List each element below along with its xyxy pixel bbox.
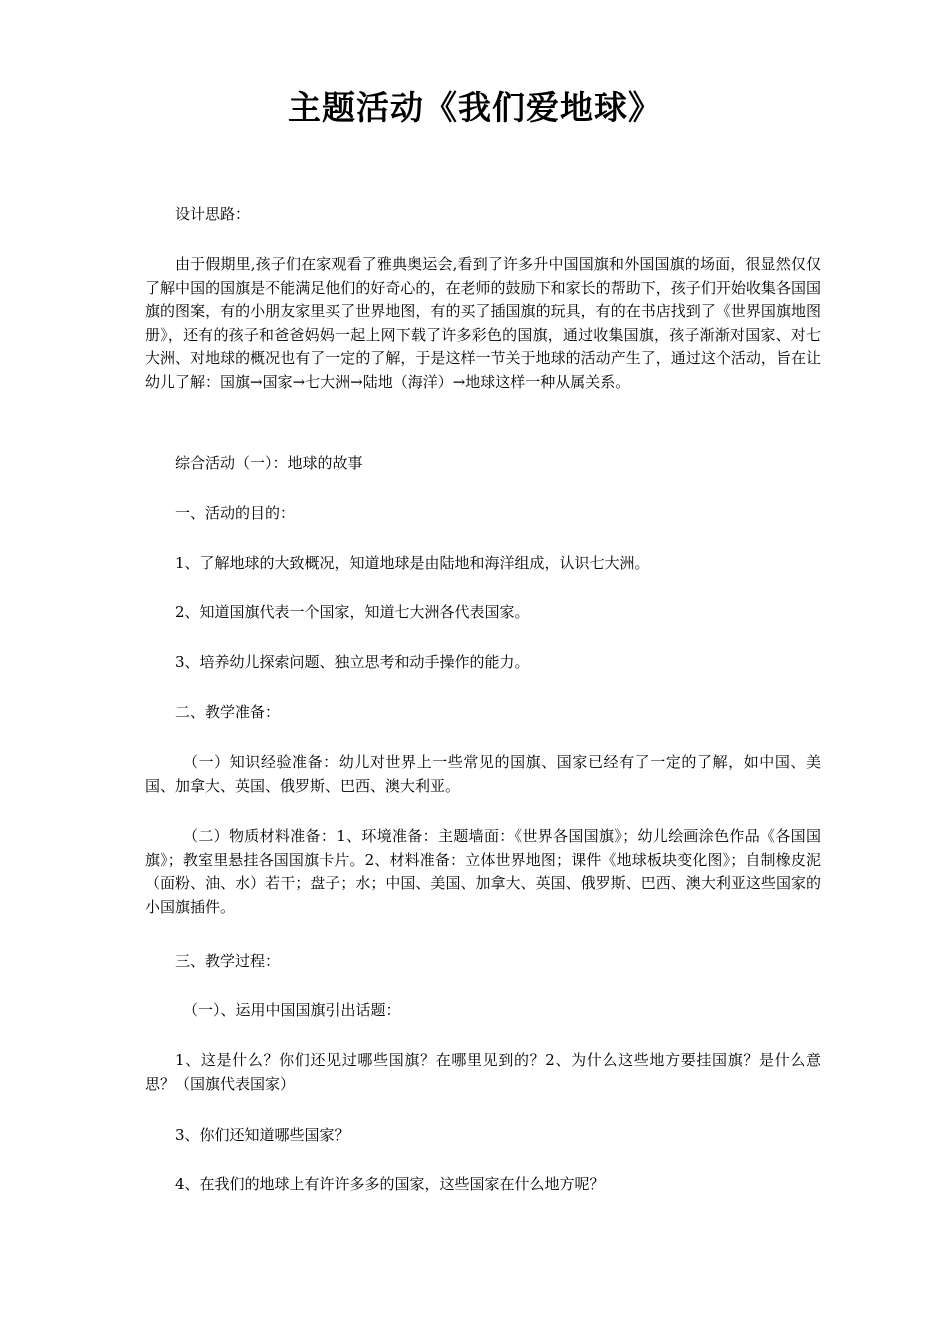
paragraph-design-idea-heading: 设计思路： [175, 205, 251, 223]
paragraph-goal-1: 1、了解地球的大致概况，知道地球是由陆地和海洋组成，认识七大洲。 [175, 554, 650, 572]
paragraph-knowledge-prep: （一）知识经验准备：幼儿对世界上一些常见的国旗、国家已经有了一定的了解，如中国、美国、加拿大、英国、俄罗斯、巴西、澳大利亚。 [145, 753, 821, 795]
paragraph-activity-title: 综合活动（一）：地球的故事 [175, 454, 363, 472]
paragraph-material-prep: （二）物质材料准备：1、环境准备：主题墙面：《世界各国国旗》；幼儿绘画涂色作品《各国国旗》；教室里悬挂各国国旗卡片。2、材料准备：立体世界地图；课件《地球板块变化图》；自制橡皮泥（面粉、油、水）若干；盘子；水；中国、美国、加拿大、英国、俄罗斯、巴西、澳大利亚这些国家的小国旗插件。 [145, 827, 821, 916]
paragraph-goal-3: 3、培养幼儿探索问题、独立思考和动手操作的能力。 [175, 653, 530, 671]
paragraph-section-three-heading: 三、教学过程： [175, 952, 281, 970]
paragraph-design-idea-body: 由于假期里,孩子们在家观看了雅典奥运会,看到了许多升中国国旗和外国国旗的场面，很显然仅仅了解中国的国旗是不能满足他们的好奇心的，在老师的鼓励下和家长的帮助下，孩子们开始收集各国国旗的图案，有的小朋友家里买了世界地图，有的买了插国旗的玩具，有的在书店找到了《世界国旗地图册》，还有的孩子和爸爸妈妈一起上网下载了许多彩色的国旗，通过收集国旗，孩子渐渐对国家、对七大洲、对地球的概况也有了一定的了解，于是这样一节关于地球的活动产生了，通过这个活动，旨在让幼儿了解：国旗→国家→七大洲→陆地（海洋）→地球这样一种从属关系。 [145, 255, 821, 391]
paragraph-goal-2: 2、知道国旗代表一个国家，知道七大洲各代表国家。 [175, 603, 530, 621]
paragraph-section-two-heading: 二、教学准备： [175, 703, 281, 721]
paragraph-question-3: 3、你们还知道哪些国家？ [175, 1126, 350, 1144]
document-title: 主题活动《我们爱地球》 [288, 88, 662, 127]
paragraph-question-1-2: 1、这是什么？你们还见过哪些国旗？在哪里见到的？2、为什么这些地方要挂国旗？是什么意思？（国旗代表国家） [145, 1051, 821, 1093]
paragraph-question-4: 4、在我们的地球上有许许多多的国家，这些国家在什么地方呢？ [175, 1175, 605, 1193]
paragraph-step-one-heading: （一）、运用中国国旗引出话题： [183, 1001, 401, 1019]
paragraph-section-one-heading: 一、活动的目的： [175, 504, 296, 522]
